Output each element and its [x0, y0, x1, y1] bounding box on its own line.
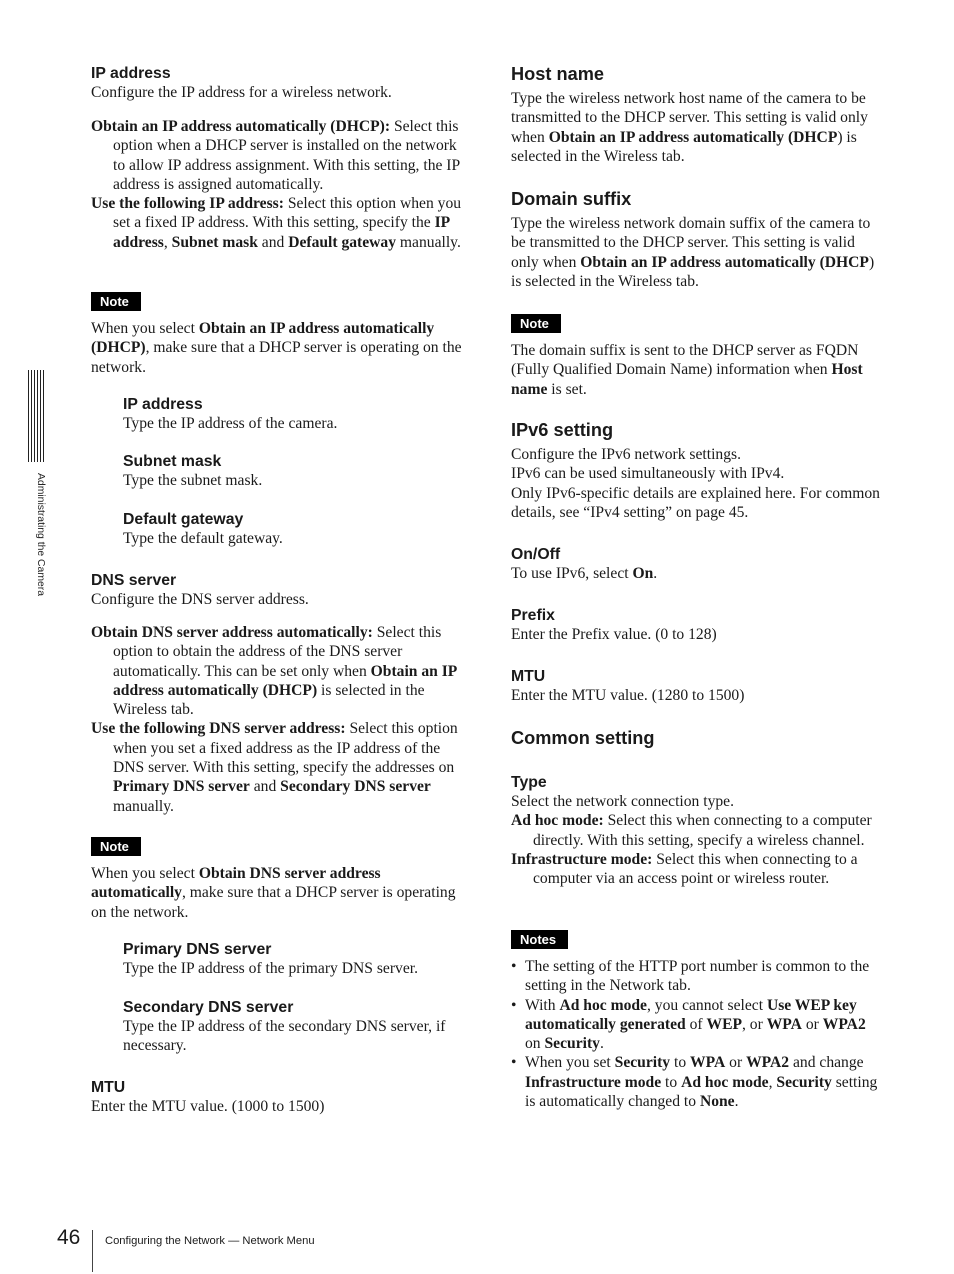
- option-term: Infrastructure mode:: [511, 850, 653, 868]
- note-label: Note: [511, 314, 561, 333]
- option-ad-hoc-mode: [511, 811, 885, 850]
- option-text: Select this option when you set a fixed IP address. With this setting, specify the: [113, 195, 462, 232]
- host-name-text: [511, 89, 885, 166]
- ipv6-setting-section: [511, 420, 885, 522]
- text: or: [725, 1054, 747, 1072]
- text: Type the wireless network domain suffix of the camera to be transmitted to the DHCP server. This setting is valid only when: [511, 215, 871, 271]
- option-obtain-ip-auto: [91, 117, 465, 194]
- side-tab-label: Administrating the Camera: [35, 473, 46, 597]
- common-setting-section: [511, 728, 885, 749]
- text: When you select: [91, 320, 199, 337]
- text: Type the wireless network host name of the camera to be transmitted to the DHCP server. This setting is valid only when: [511, 90, 868, 146]
- type-section: [511, 773, 885, 888]
- option-term: Use the following IP address:: [91, 195, 284, 213]
- option-use-following-ip: [91, 194, 465, 252]
- text: When you select: [91, 865, 199, 882]
- footer-divider: [92, 1230, 93, 1272]
- option-term: Obtain DNS server address automatically:: [91, 624, 373, 641]
- type-intro: Select the network connection type.: [511, 793, 735, 810]
- note-badge: [511, 314, 885, 333]
- secondary-dns-subsection: [91, 998, 465, 1056]
- subsection-text: Type the IP address of the secondary DNS server, if necessary.: [123, 1018, 446, 1055]
- subsection-heading: Primary DNS server: [123, 941, 272, 958]
- text: ) is selected in the Wireless tab.: [511, 128, 857, 165]
- bold-term: Security: [614, 1054, 671, 1072]
- mtu-text: Enter the MTU value. (1280 to 1500): [511, 687, 745, 704]
- option-infrastructure-mode: [511, 850, 885, 889]
- bold-term: Infrastructure mode: [525, 1073, 662, 1091]
- bold-term: Default gateway: [288, 233, 397, 251]
- on-off-section: [511, 545, 885, 583]
- mtu-heading: MTU: [91, 1079, 126, 1096]
- text: With: [525, 996, 560, 1014]
- text: manually.: [396, 233, 461, 251]
- on-off-heading: On/Off: [511, 546, 561, 563]
- bold-term: WPA: [766, 1015, 802, 1033]
- ipv6-text-line: Only IPv6-specific details are explained here. For common details, see “IPv4 setting” on page 45.: [511, 484, 880, 521]
- bold-term: Ad hoc mode: [681, 1073, 769, 1091]
- mtu-heading: MTU: [511, 668, 546, 685]
- ip-address-options: [91, 117, 465, 252]
- default-gateway-subsection: [91, 510, 465, 548]
- notes-badge: [511, 930, 885, 949]
- text: The setting of the HTTP port number is common to the setting in the Network tab.: [525, 958, 870, 995]
- bold-term: Obtain an IP address automatically (DHCP): [91, 320, 435, 357]
- option-text: Select this when connecting to a computer directly. With this setting, specify a wireless channel.: [533, 812, 872, 849]
- text: ,: [768, 1073, 777, 1091]
- notes-item: [511, 957, 885, 996]
- bold-term: On: [632, 565, 654, 582]
- ip-address-intro: Configure the IP address for a wireless network.: [91, 84, 392, 101]
- side-tab-stripes: [28, 370, 46, 462]
- bold-term: WPA2: [746, 1054, 790, 1072]
- bold-term: Use WEP key automatically generated: [525, 996, 857, 1033]
- footer-section-title: Configuring the Network — Network Menu: [105, 1235, 315, 1247]
- text: on: [525, 1035, 545, 1053]
- option-text: Select this option when you set a fixed address as the IP address of the DNS server. With this setting, specify the addresses on: [113, 720, 458, 777]
- bold-term: Security: [544, 1035, 600, 1053]
- notes-item: [511, 1053, 885, 1111]
- text: The domain suffix is sent to the DHCP server as FQDN (Fully Qualified Domain Name) information when: [511, 342, 859, 379]
- note-paragraph: [91, 864, 465, 922]
- dns-server-heading: DNS server: [91, 572, 177, 589]
- text: When you set: [525, 1054, 615, 1072]
- bold-term: Obtain an IP address automatically (DHCP: [548, 128, 838, 146]
- text: or: [801, 1015, 823, 1033]
- option-text: Select this when connecting to a computer via an access point or wireless router.: [533, 850, 858, 888]
- domain-suffix-heading: Domain suffix: [511, 189, 632, 209]
- text: and: [257, 233, 289, 251]
- notes-list-container: [511, 957, 885, 1111]
- host-name-heading: Host name: [511, 64, 604, 84]
- option-term: Ad hoc mode:: [511, 812, 604, 830]
- prefix-heading: Prefix: [511, 607, 555, 624]
- bold-term: WEP: [706, 1015, 742, 1033]
- text: is set.: [547, 380, 587, 398]
- bold-term: WPA: [690, 1054, 726, 1072]
- note-badge: [91, 837, 465, 856]
- text: is selected in the Wireless tab.: [113, 681, 425, 719]
- notes-label: Notes: [511, 930, 568, 949]
- mtu-section: [511, 667, 885, 705]
- text: and change: [789, 1054, 864, 1072]
- on-off-text: [511, 564, 885, 583]
- note-text: [91, 864, 465, 922]
- subnet-mask-subsection: [91, 452, 465, 490]
- mtu-text: Enter the MTU value. (1000 to 1500): [91, 1098, 325, 1115]
- ipv6-text-line: IPv6 can be used simultaneously with IPv4.: [511, 465, 785, 483]
- ip-address-subsection: [91, 395, 465, 433]
- text: setting is automatically changed to: [525, 1073, 878, 1111]
- subsection-heading: IP address: [123, 396, 203, 413]
- bold-term: Security: [776, 1073, 832, 1091]
- note-label: Note: [91, 837, 141, 856]
- domain-suffix-text: [511, 214, 885, 291]
- primary-dns-subsection: [91, 940, 465, 978]
- note-badge: [91, 292, 465, 311]
- note-label: Note: [91, 292, 141, 311]
- text: , make sure that a DHCP server is operating on the network.: [91, 884, 456, 921]
- bold-term: None: [699, 1093, 735, 1111]
- host-name-section: [511, 64, 885, 166]
- subsection-text: Type the IP address of the camera.: [123, 415, 338, 432]
- ip-address-heading: IP address: [91, 65, 171, 82]
- text: and: [249, 778, 281, 796]
- text: of: [685, 1015, 707, 1033]
- type-heading: Type: [511, 774, 547, 791]
- ip-address-section: [91, 64, 465, 102]
- ipv6-setting-heading: IPv6 setting: [511, 420, 614, 440]
- option-use-following-dns: [91, 719, 465, 815]
- dns-server-options: [91, 623, 465, 816]
- note-paragraph: [91, 319, 465, 377]
- bold-term: Obtain an IP address automatically (DHCP): [113, 662, 457, 699]
- common-setting-heading: Common setting: [511, 728, 655, 748]
- note-text: [511, 341, 885, 399]
- option-term: Obtain an IP address automatically (DHCP):: [91, 118, 391, 135]
- note-paragraph: [511, 341, 885, 399]
- text: , or: [742, 1015, 767, 1033]
- page-number: 46: [57, 1226, 81, 1249]
- bold-term: Secondary DNS server: [280, 778, 431, 796]
- text: manually.: [113, 797, 174, 815]
- dns-server-intro: Configure the DNS server address.: [91, 591, 309, 608]
- option-text: Select this option to obtain the address of the DNS server automatically. This can be set only when: [113, 624, 442, 680]
- notes-list: [511, 957, 885, 1111]
- bold-term: Obtain an IP address automatically (DHCP: [580, 253, 869, 271]
- prefix-text: Enter the Prefix value. (0 to 128): [511, 626, 717, 643]
- domain-suffix-section: [511, 189, 885, 291]
- bold-term: IP address: [113, 214, 450, 251]
- subsection-heading: Default gateway: [123, 511, 244, 528]
- subsection-heading: Subnet mask: [123, 453, 222, 470]
- text: ) is selected in the Wireless tab.: [511, 253, 875, 290]
- note-text: [91, 319, 465, 377]
- text: .: [653, 565, 658, 582]
- option-obtain-dns-auto: [91, 623, 465, 719]
- option-text: Select this option when a DHCP server is installed on the network to allow IP address assignment. With this setting, the IP address is assigned automatically.: [113, 118, 460, 193]
- text: .: [734, 1093, 739, 1111]
- text: .: [599, 1035, 604, 1053]
- bold-term: WPA2: [822, 1015, 866, 1033]
- text: to: [670, 1054, 691, 1072]
- mtu-section: [91, 1078, 465, 1116]
- bold-term: Primary DNS server: [113, 778, 250, 796]
- bold-term: Subnet mask: [171, 233, 258, 251]
- notes-item: [511, 996, 885, 1054]
- bold-term: Host name: [511, 361, 863, 398]
- subsection-text: Type the IP address of the primary DNS server.: [123, 960, 418, 977]
- subsection-text: Type the default gateway.: [123, 530, 283, 547]
- option-term: Use the following DNS server address:: [91, 720, 346, 738]
- text: to: [661, 1073, 682, 1091]
- bold-term: Ad hoc mode: [559, 996, 647, 1014]
- subsection-text: Type the subnet mask.: [123, 472, 263, 489]
- prefix-section: [511, 606, 885, 644]
- subsection-heading: Secondary DNS server: [123, 999, 294, 1016]
- bold-term: Obtain DNS server address automatically: [91, 865, 381, 902]
- text: To use IPv6, select: [511, 565, 633, 582]
- text: , you cannot select: [646, 996, 767, 1014]
- ipv6-text-line: Configure the IPv6 network settings.: [511, 446, 741, 463]
- dns-server-section: [91, 571, 465, 609]
- text: , make sure that a DHCP server is operating on the network.: [91, 339, 462, 376]
- text: ,: [163, 233, 172, 251]
